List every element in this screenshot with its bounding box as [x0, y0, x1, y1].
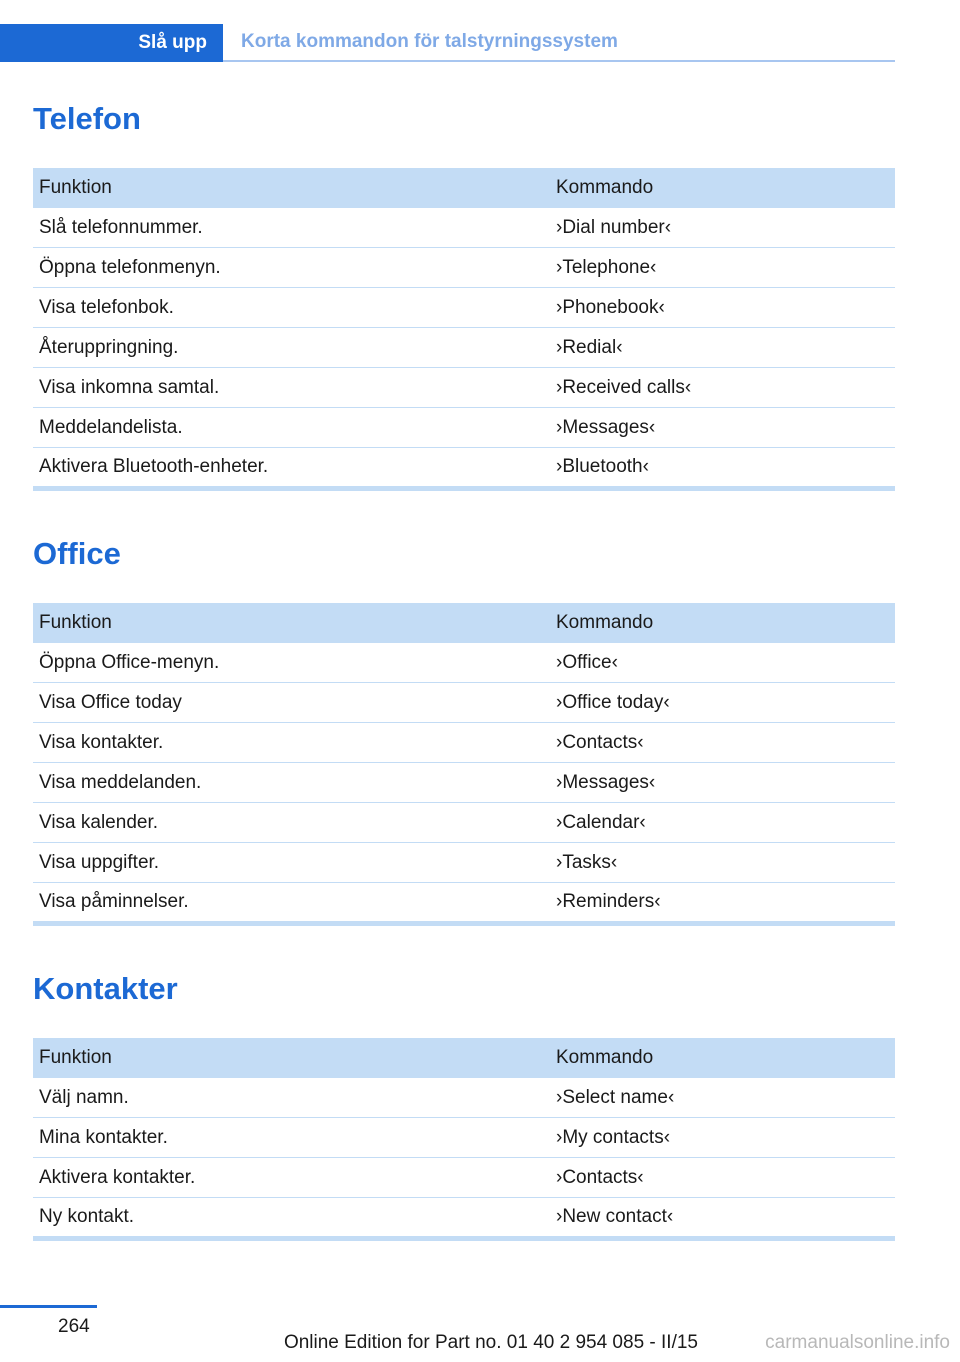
- cell-funktion: Visa Office today: [33, 683, 550, 723]
- table-row: [33, 683, 895, 723]
- cell-funktion: Visa kontakter.: [33, 723, 550, 763]
- section-title-office: Office: [33, 536, 121, 571]
- table-row: [33, 763, 895, 803]
- cell-kommando: ›Messages‹: [550, 763, 895, 803]
- cell-funktion: Öppna telefonmenyn.: [33, 248, 550, 288]
- cell-funktion: Visa uppgifter.: [33, 843, 550, 883]
- cell-funktion: Aktivera Bluetooth-enheter.: [33, 448, 550, 489]
- cell-kommando: ›Select name‹: [550, 1078, 895, 1118]
- edition-note: Online Edition for Part no. 01 40 2 954 085 - II/15: [283, 1332, 698, 1353]
- page-number: 264: [58, 1316, 90, 1337]
- column-header-funktion: Funktion: [33, 168, 550, 208]
- cell-kommando: ›My contacts‹: [550, 1118, 895, 1158]
- table-header-row: [33, 168, 895, 208]
- column-header-kommando: Kommando: [550, 1038, 895, 1078]
- cell-funktion: Öppna Office-menyn.: [33, 643, 550, 683]
- cell-funktion: Mina kontakter.: [33, 1118, 550, 1158]
- cell-funktion: Återuppringning.: [33, 328, 550, 368]
- nav-tab-lookup[interactable]: Slå upp: [0, 24, 223, 62]
- cell-kommando: ›Tasks‹: [550, 843, 895, 883]
- cell-kommando: ›Phonebook‹: [550, 288, 895, 328]
- cell-funktion: Slå telefonnummer.: [33, 208, 550, 248]
- table-row: [33, 803, 895, 843]
- table-row: [33, 1118, 895, 1158]
- table-office: [33, 603, 895, 926]
- footer-divider: [0, 1305, 97, 1308]
- cell-funktion: Ny kontakt.: [33, 1198, 550, 1239]
- table-row: [33, 328, 895, 368]
- column-header-funktion: Funktion: [33, 1038, 550, 1078]
- cell-kommando: ›Office‹: [550, 643, 895, 683]
- section-title-telefon: Telefon: [33, 101, 141, 136]
- cell-kommando: ›Contacts‹: [550, 723, 895, 763]
- cell-kommando: ›Received calls‹: [550, 368, 895, 408]
- section-title-kontakter: Kontakter: [33, 971, 178, 1006]
- table-row: [33, 288, 895, 328]
- cell-kommando: ›Telephone‹: [550, 248, 895, 288]
- table-row: [33, 723, 895, 763]
- cell-funktion: Visa meddelanden.: [33, 763, 550, 803]
- cell-funktion: Meddelandelista.: [33, 408, 550, 448]
- cell-funktion: Visa påminnelser.: [33, 883, 550, 924]
- cell-funktion: Visa inkomna samtal.: [33, 368, 550, 408]
- table-row: [33, 1078, 895, 1118]
- column-header-funktion: Funktion: [33, 603, 550, 643]
- cell-kommando: ›Reminders‹: [550, 883, 895, 924]
- table-row: [33, 643, 895, 683]
- cell-kommando: ›Dial number‹: [550, 208, 895, 248]
- column-header-kommando: Kommando: [550, 603, 895, 643]
- table-row: [33, 208, 895, 248]
- column-header-kommando: Kommando: [550, 168, 895, 208]
- top-header-bar: [0, 24, 895, 62]
- table-header-row: [33, 1038, 895, 1078]
- table-header-row: [33, 603, 895, 643]
- table-telefon: [33, 168, 895, 491]
- cell-kommando: ›Redial‹: [550, 328, 895, 368]
- cell-kommando: ›Bluetooth‹: [550, 448, 895, 489]
- cell-funktion: Aktivera kontakter.: [33, 1158, 550, 1198]
- cell-funktion: Visa telefonbok.: [33, 288, 550, 328]
- table-row: [33, 843, 895, 883]
- table-row: [33, 1198, 895, 1239]
- watermark-text: carmanualsonline.info: [765, 1332, 950, 1353]
- table-row: [33, 448, 895, 489]
- table-kontakter: [33, 1038, 895, 1241]
- cell-funktion: Välj namn.: [33, 1078, 550, 1118]
- table-row: [33, 248, 895, 288]
- cell-kommando: ›Calendar‹: [550, 803, 895, 843]
- table-row: [33, 408, 895, 448]
- cell-funktion: Visa kalender.: [33, 803, 550, 843]
- table-row: [33, 368, 895, 408]
- cell-kommando: ›Office today‹: [550, 683, 895, 723]
- table-row: [33, 1158, 895, 1198]
- table-row: [33, 883, 895, 924]
- chapter-title[interactable]: Korta kommandon för talstyrningssystem: [223, 24, 895, 62]
- cell-kommando: ›Messages‹: [550, 408, 895, 448]
- cell-kommando: ›Contacts‹: [550, 1158, 895, 1198]
- cell-kommando: ›New contact‹: [550, 1198, 895, 1239]
